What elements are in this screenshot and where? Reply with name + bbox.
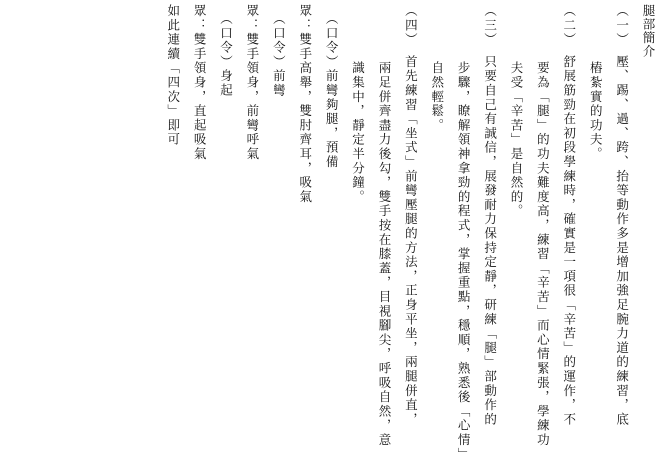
closing-note: 如此連續「四次」即可 [165,4,181,147]
paragraph-4-line-3: 識集中，靜定半分鐘。 [350,4,366,205]
paragraph-2-line-2: 要為「腿」的功夫難度高，練習「辛苦」而心情緊張，學練功 [535,4,551,448]
paragraph-3-line-2: 步驟，瞭解領神拿勁的程式，掌握重點，穩順，熟悉後「心情」 [456,4,472,462]
response-3: 眾：雙手領身，直起吸氣 [192,4,208,162]
paragraph-2-line-3: 夫受「辛苦」是自然的。 [508,4,524,219]
paragraph-1-line-2: 樁紮實的功夫。 [588,4,604,162]
paragraph-1-line-1: （一） 壓、踢、過、跨、抬等動作多是增加強足腕力道的練習，底 [614,4,630,427]
command-3: （口令）身起 [218,4,234,98]
document-title: 腿部簡介 [641,4,656,58]
paragraph-2-line-1: （二） 舒展筋勁在初段學練時，確實是一項很「辛苦」的運作，不 [561,4,577,427]
paragraph-3-line-1: （三） 只要自己有誠信，展發耐力保持定靜，研練「腿」部動作的 [482,4,498,427]
command-2: （口令）前彎 [271,4,287,98]
paragraph-4-line-1: （四） 首先練習「坐式」前彎壓腿的方法，正身平坐，兩腿併直， [403,4,419,427]
command-1: （口令）前彎夠腿，預備 [324,4,340,170]
paragraph-3-line-3: 自然輕鬆。 [429,4,445,133]
response-1: 眾：雙手高舉，雙肘齊耳，吸氣 [297,4,313,205]
response-2: 眾：雙手領身，前彎呼氣 [244,4,260,162]
paragraph-4-line-2: 兩足併齊盡力後勾，雙手按在膝蓋，目視腳尖，呼吸自然，意 [376,4,392,448]
